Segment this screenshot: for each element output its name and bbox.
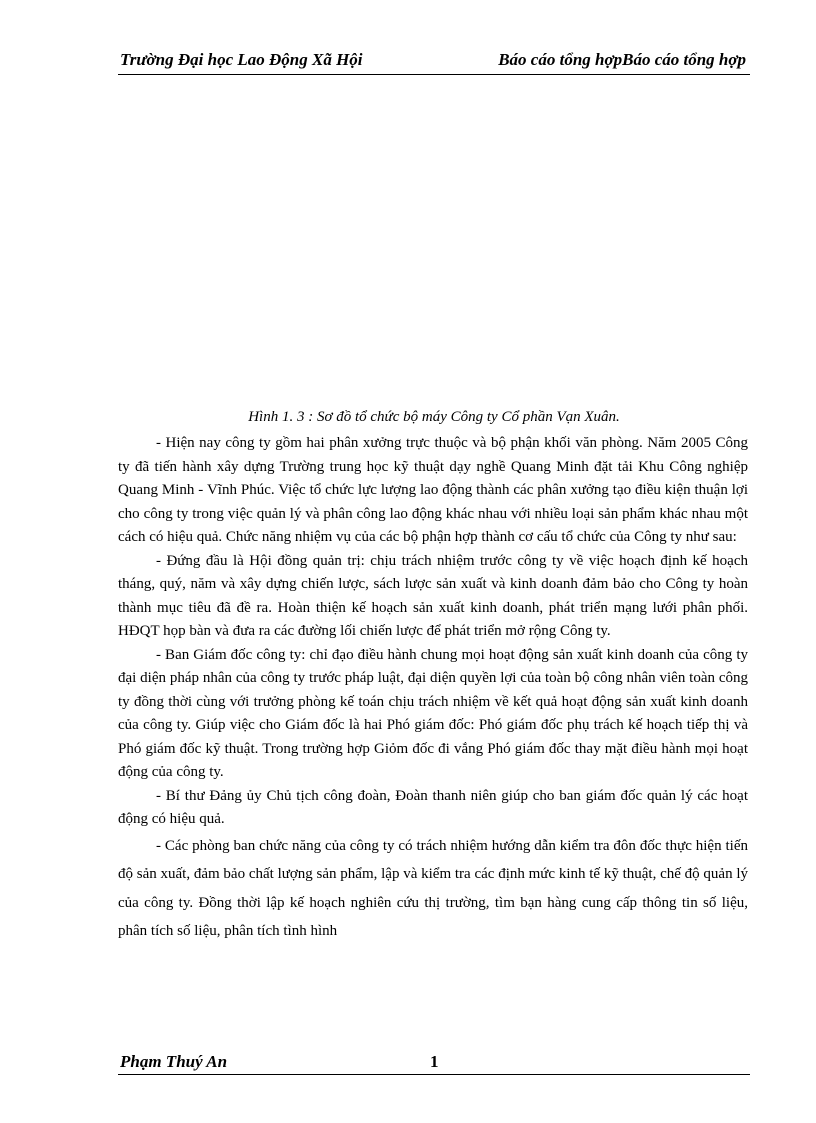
paragraph-board-of-directors: - Đứng đầu là Hội đồng quản trị: chịu trách nhiệm trước công ty về việc hoạch định kế hoạch tháng, quý, năm và xây dựng chiến lược, sách lược sản xuất và kinh doanh đảm bảo cho Công ty hoàn thành mục tiêu đã đề ra. Hoàn thiện kế hoạch sản xuất kinh doanh, phát triển mạng lưới phân phối. HĐQT họp bàn và đưa ra các đường lối chiến lược để phát triển mở rộng Công ty.	[118, 552, 748, 639]
figure-caption: Hình 1. 3 : Sơ đồ tổ chức bộ máy Công ty Cổ phần Vạn Xuân.	[248, 409, 620, 425]
page-header	[118, 48, 750, 75]
paragraph-overview: - Hiện nay công ty gồm hai phân xưởng trực thuộc và bộ phận khối văn phòng. Năm 2005 Công ty đã tiến hành xây dựng Trường trung học kỹ thuật dạy nghề Quang Minh đặt tải Khu Công nghiệp Quang Minh - Vĩnh Phúc. Việc tổ chức lực lượng lao động thành các phân xưởng tạo điều kiện thuận lợi cho công ty trong việc quản lý và phân công lao động khác nhau với nhiều loại sản phẩm khác nhau một cách có hiệu quả. Chức năng nhiệm vụ của các bộ phận hợp thành cơ cấu tổ chức của Công ty như sau:	[118, 435, 748, 545]
header-school-name: Trường Đại học Lao Động Xã Hội	[120, 50, 363, 69]
footer-author: Phạm Thuý An	[120, 1052, 228, 1071]
page-number: 1	[430, 1052, 439, 1071]
page-footer	[118, 1050, 750, 1075]
paragraph-management: - Ban Giám đốc công ty: chỉ đạo điều hành chung mọi hoạt động sản xuất kinh doanh của công ty đại diện pháp nhân của công ty trước pháp luật, đại diện quyền lợi của toàn bộ công nhân viên toàn công ty đồng thời cùng với trưởng phòng kế toán chịu trách nhiệm về kết quả hoạt động sản xuất kinh doanh của công ty. Giúp việc cho Giám đốc là hai Phó giám đốc: Phó giám đốc phụ trách kế hoạch tiếp thị và Phó giám đốc kỹ thuật. Trong trường hợp Giỏm đốc đi vắng Phó giám đốc thay mặt điều hành mọi hoạt động của công ty.	[118, 646, 748, 780]
header-report-title: Báo cáo tổng hợpBáo cáo tổng hợp	[498, 50, 746, 69]
paragraph-departments: - Các phòng ban chức năng của công ty có trách nhiệm hướng dẫn kiểm tra đôn đốc thực hiện tiến độ sản xuất, đảm bảo chất lượng sản phẩm, lập và kiểm tra các định mức kinh tế kỹ thuật, chế độ quản lý của công ty. Đồng thời lập kế hoạch nghiên cứu thị trường, tìm bạn hàng cung cấp thông tin số liệu, phân tích số liệu, phân tích tình hình	[118, 837, 748, 939]
paragraph-party-union: - Bí thư Đảng ủy Chủ tịch công đoàn, Đoàn thanh niên giúp cho ban giám đốc quản lý các hoạt động có hiệu quả.	[118, 787, 748, 827]
body-text	[118, 432, 748, 946]
